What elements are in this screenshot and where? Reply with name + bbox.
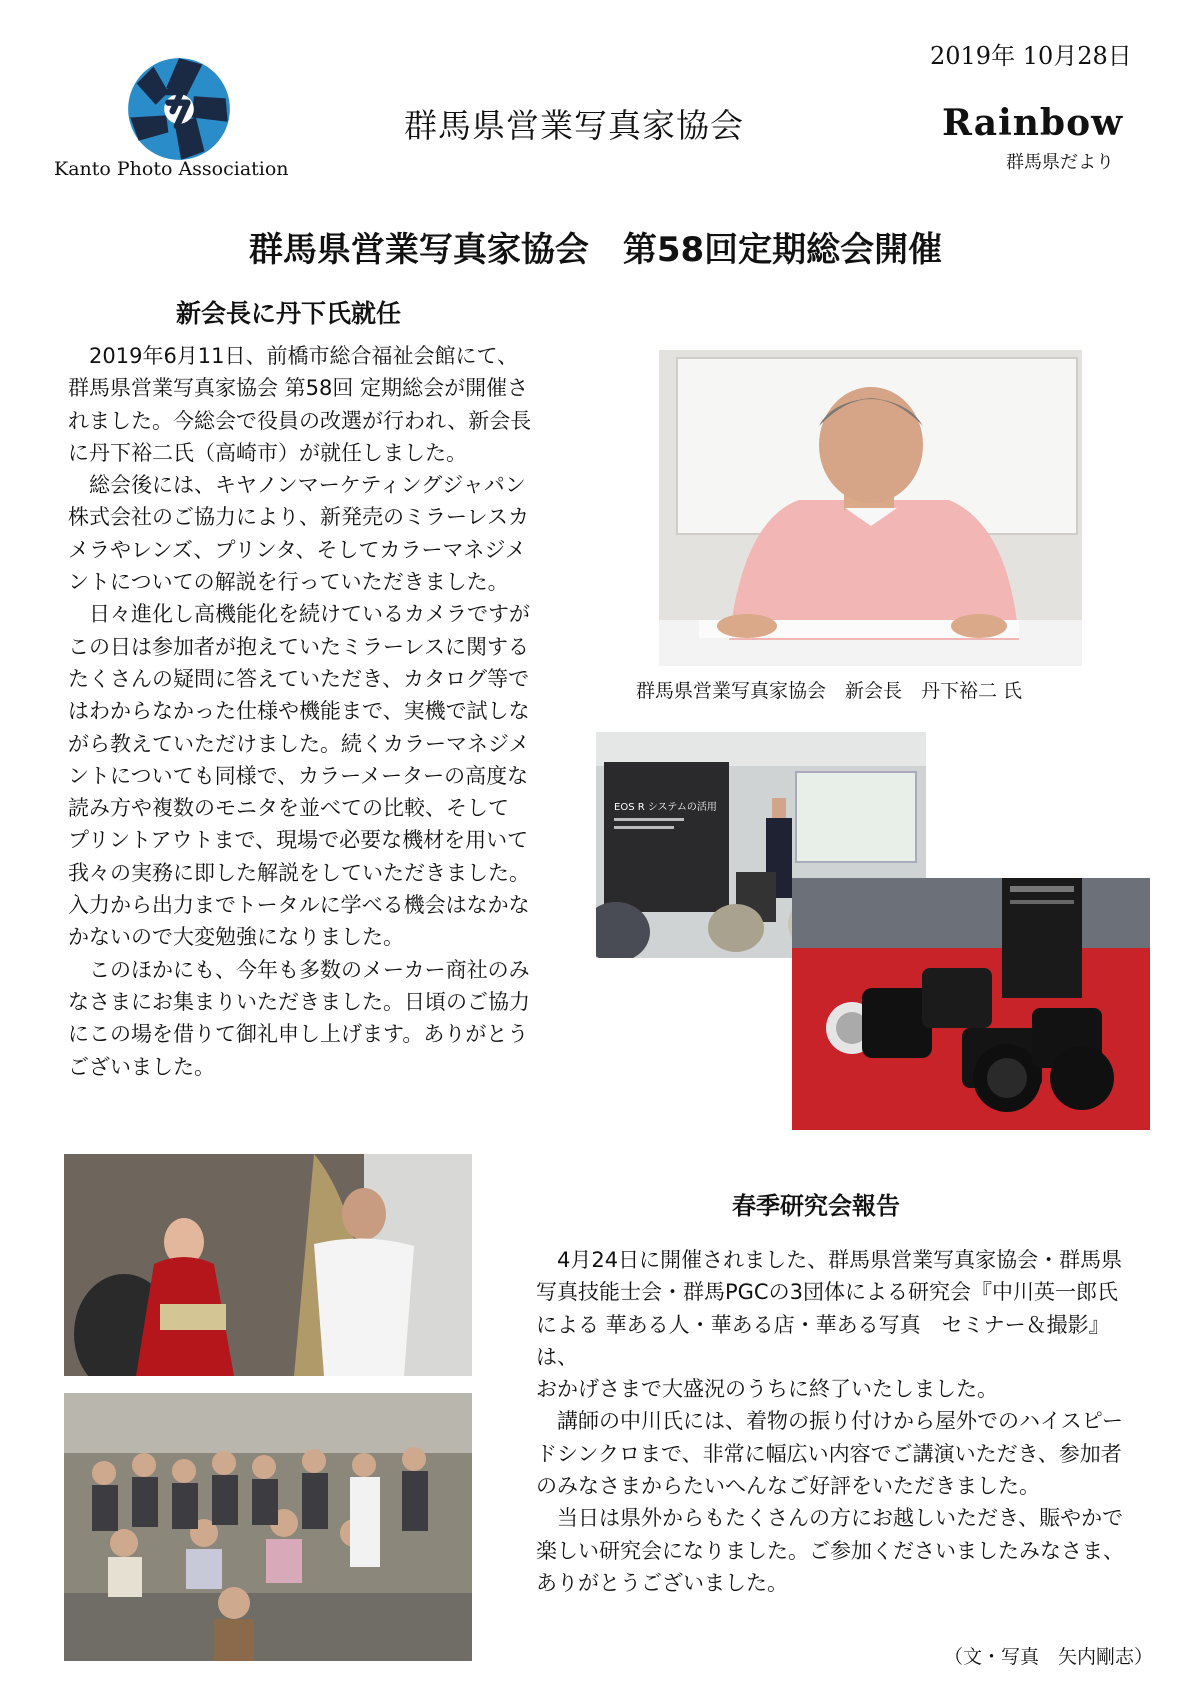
photo-caption: 群馬県営業写真家協会 新会長 丹下裕二 氏 [636,680,1023,702]
spring-seminar-report-title: 春季研究会報告 [732,1192,900,1220]
article-paragraph: 日々進化し高機能化を続けているカメラですが この日は参加者が抱えていたミラーレスに関する たくさんの疑問に答えていただき、カタログ等で はわからなかった仕様や機能まで、実機で試しな がら教えていただけました。続くカラーマネジメ ントについても同様で、カラーメーターの高度な 読み方や複数のモニタを並べての比較、そして プリントアウトまで、現場で必要な機材を用いて 我々の実務に即した解説をしていただきました。 入力から出力までトータルに学べる機会はなかな かないので大変勉強になりました。 [68,602,530,950]
new-chairman-photo [659,350,1082,666]
main-headline: 群馬県営業写真家協会 第58回定期総会開催 [248,230,943,270]
kimono-seminar-photo [64,1154,472,1376]
logo-caption: Kanto Photo Association [54,158,289,180]
article-paragraph: 講師の中川氏には、着物の振り付けから屋外でのハイスピー ドシンクロまで、非常に幅広い内容でご講演いただき、参加者 のみなさまからたいへんなご好評をいただきました。 [536,1409,1123,1499]
article-paragraph: 4月24日に開催されました、群馬県営業写真家協会・群馬県 写真技能士会・群馬PGCの3団体による研究会『中川英一郎氏 による 華ある人・華ある店・華ある写真 セミナー＆撮影』は、 おかげさまで大盛況のうちに終了いたしました。 [536,1248,1123,1402]
group-workshop-photo [64,1393,472,1661]
cameras-display-photo [792,878,1150,1130]
article-paragraph: 当日は県外からもたくさんの方にお越しいただき、賑やかで 楽しい研究会になりました。ご参加くださいましたみなさま、 ありがとうございました。 [536,1506,1124,1595]
kanto-photo-association-logo [126,56,232,162]
article-paragraph: このほかにも、今年も多数のメーカー商社のみ なさまにお集まりいただきました。日頃のご協力 にこの場を借りて御礼申し上げます。ありがとう ございました。 [68,957,530,1079]
general-meeting-article [68,340,562,1083]
newsletter-name: Rainbow [942,102,1124,144]
newsletter-subtitle: 群馬県だより [1006,152,1114,173]
slide-title: EOS R システムの活用 [614,802,717,813]
article-paragraph: 総会後には、キヤノンマーケティングジャパン 株式会社のご協力により、新発売のミラーレスカ メラやレンズ、プリンタ、そしてカラーマネジメ ントについての解説を行っていただきました。 [68,473,529,595]
article-paragraph: 2019年6月11日、前橋市総合福祉会館にて、 群馬県営業写真家協会 第58回 定期総会が開催さ れました。今総会で役員の改選が行われ、新会長 に丹下裕二氏（高崎市）が就任しました。 [68,344,532,465]
author-credit: （文・写真 矢内剛志） [944,1646,1154,1668]
spring-seminar-article [536,1244,1136,1599]
organization-name: 群馬県営業写真家協会 [404,106,744,145]
issue-date: 2019年 10月28日 [930,42,1132,70]
sub-headline: 新会長に丹下氏就任 [176,299,402,328]
